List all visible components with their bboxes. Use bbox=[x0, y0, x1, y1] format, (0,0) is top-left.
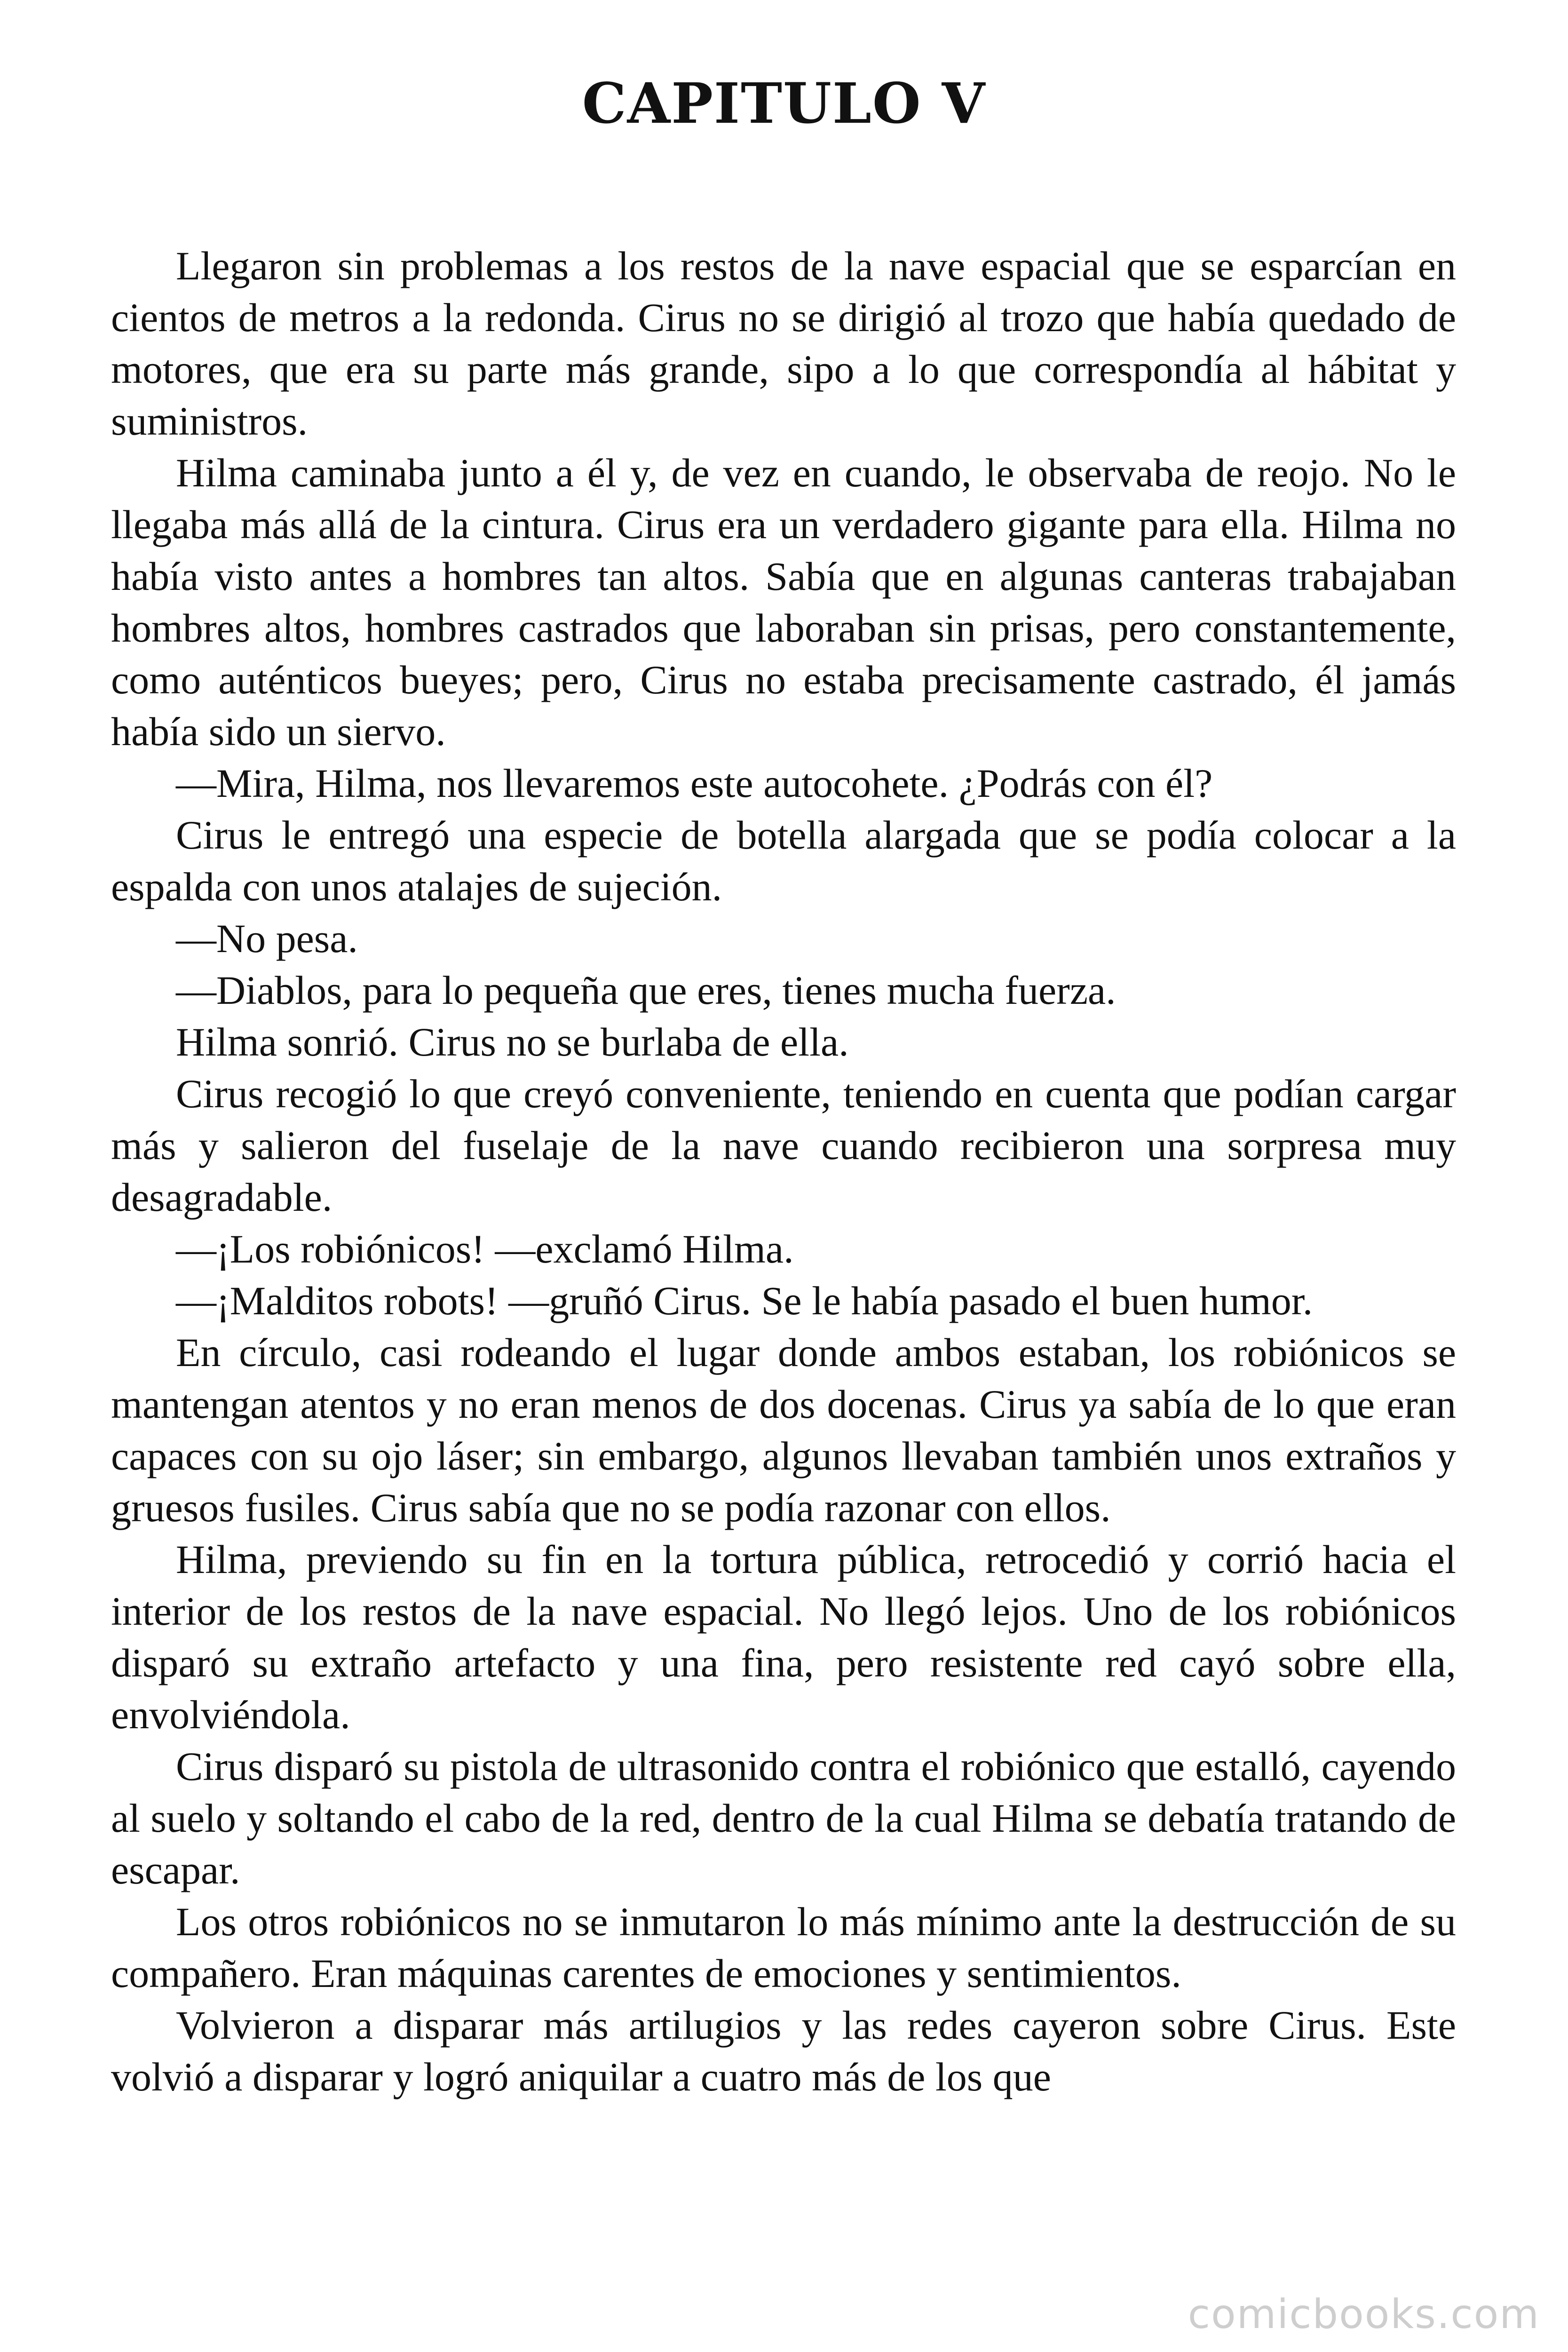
paragraph: —Mira, Hilma, nos llevaremos este autocohete. ¿Podrás con él? bbox=[176, 761, 1213, 806]
chapter-title: CAPITULO V bbox=[582, 71, 986, 136]
paragraph: Hilma sonrió. Cirus no se burlaba de ella. bbox=[176, 1019, 849, 1065]
paragraph: Hilma caminaba junto a él y, de vez en cuando, le observaba de reojo. No le llegaba más allá de la cintura. Cirus era un verdadero gigante para ella. Hilma no había visto antes a hombres tan altos. Sabía que en algunas canteras trabajaban hombres altos, hombres castrados que laboraban sin prisas, pero constantemente, como auténticos bueyes; pero, Cirus no estaba precisamente castrado, él jamás había sido un siervo. bbox=[111, 450, 1456, 754]
paragraph: —Diablos, para lo pequeña que eres, tienes mucha fuerza. bbox=[176, 968, 1116, 1013]
paragraph: Cirus recogió lo que creyó conveniente, teniendo en cuenta que podían cargar más y salieron del fuselaje de la nave cuando recibieron una sorpresa muy desagradable. bbox=[111, 1071, 1456, 1220]
paragraph: —¡Malditos robots! —gruñó Cirus. Se le había pasado el buen humor. bbox=[176, 1278, 1313, 1323]
paragraph: —¡Los robiónicos! —exclamó Hilma. bbox=[176, 1226, 794, 1271]
body-text bbox=[111, 240, 1456, 2103]
paragraph: Cirus le entregó una especie de botella alargada que se podía colocar a la espalda con unos atalajes de sujeción. bbox=[111, 812, 1456, 909]
paragraph: Los otros robiónicos no se inmutaron lo más mínimo ante la destrucción de su compañero. Eran máquinas carentes de emociones y sentimientos. bbox=[111, 1899, 1456, 1996]
paragraph: Hilma, previendo su fin en la tortura pública, retrocedió y corrió hacia el interior de los restos de la nave espacial. No llegó lejos. Uno de los robiónicos disparó su extraño artefacto y una fina, pero resistente red cayó sobre ella, envolviéndola. bbox=[111, 1537, 1456, 1737]
paragraph: Cirus disparó su pistola de ultrasonido contra el robiónico que estalló, cayendo al suelo y soltando el cabo de la red, dentro de la cual Hilma se debatía tratando de escapar. bbox=[111, 1744, 1456, 1892]
paragraph: —No pesa. bbox=[176, 916, 358, 961]
paragraph: Volvieron a disparar más artilugios y las redes cayeron sobre Cirus. Este volvió a disparar y logró aniquilar a cuatro más de los que bbox=[111, 2002, 1456, 2099]
watermark: comicbooks.com bbox=[1188, 2291, 1540, 2338]
paragraph: Llegaron sin problemas a los restos de la nave espacial que se esparcían en cientos de metros a la redonda. Cirus no se dirigió al trozo que había quedado de motores, que era su parte más grande, sipo a lo que correspondía al hábitat y suministros. bbox=[111, 243, 1456, 444]
paragraph: En círculo, casi rodeando el lugar donde ambos estaban, los robiónicos se mantengan atentos y no eran menos de dos docenas. Cirus ya sabía de lo que eran capaces con su ojo láser; sin embargo, algunos llevaban también unos extraños y gruesos fusiles. Cirus sabía que no se podía razonar con ellos. bbox=[111, 1330, 1456, 1530]
